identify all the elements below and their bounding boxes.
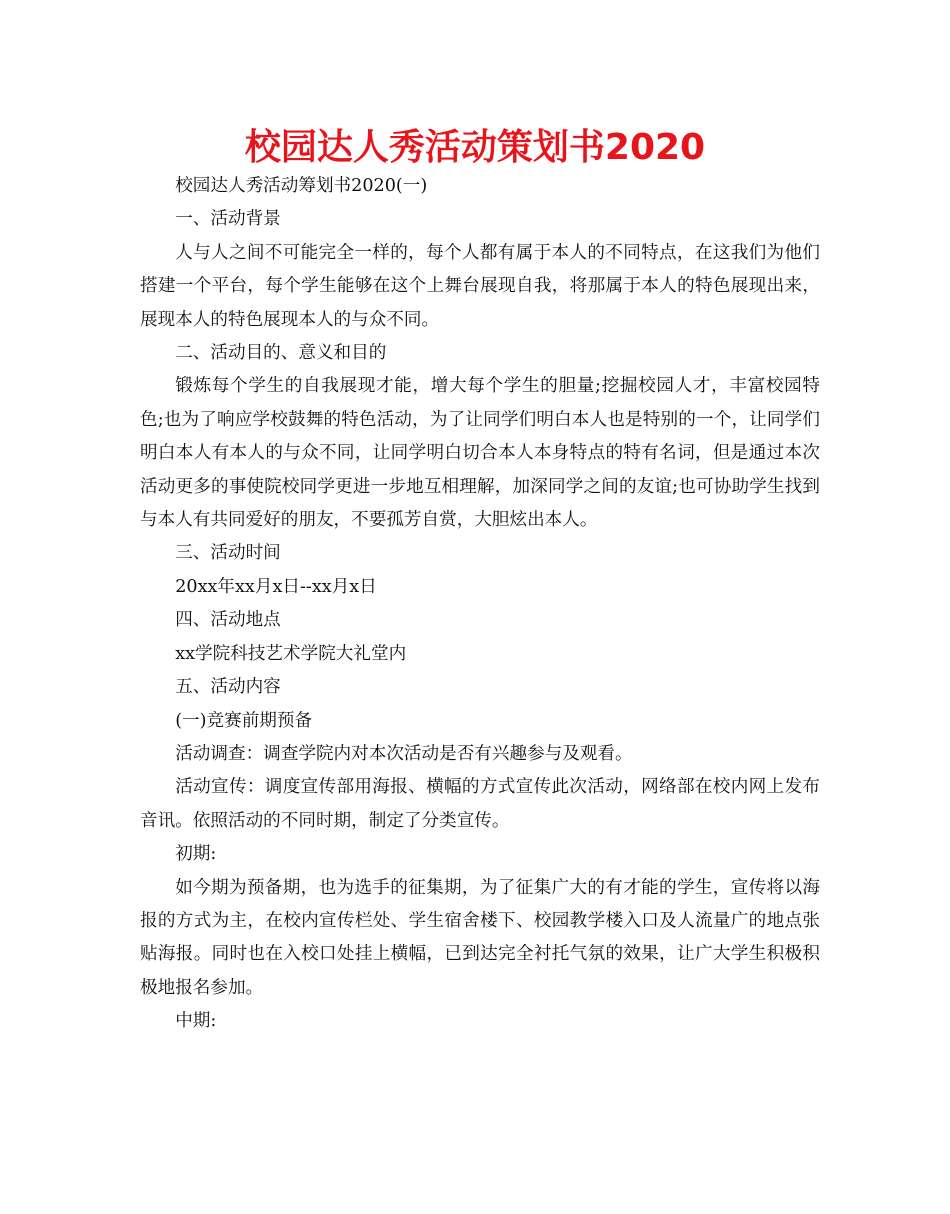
subheading-preparation: (一)竞赛前期预备 (175, 710, 313, 731)
heading-content: 五、活动内容 (175, 677, 281, 698)
paragraph-location: xx学院科技艺术学院大礼堂内 (175, 643, 407, 664)
heading-purpose: 二、活动目的、意义和目的 (175, 343, 387, 364)
paragraph-survey: 活动调查：调查学院内对本次活动是否有兴趣参与及观看。 (175, 743, 633, 764)
document-body (140, 170, 820, 1039)
heading-time: 三、活动时间 (175, 543, 281, 564)
heading-location: 四、活动地点 (175, 610, 281, 631)
document-title: 校园达人秀活动策划书2020 (244, 127, 706, 168)
paragraph-time: 20xx年xx月x日--xx月x日 (175, 576, 377, 597)
label-mid-stage: 中期: (175, 1011, 217, 1032)
paragraph-subtitle: 校园达人秀活动筹划书2020(一) (175, 176, 428, 196)
paragraph-publicity: 活动宣传：调度宣传部用海报、横幅的方式宣传此次活动，网络部在校内网上发布音讯。依照活动的不同时期，制定了分类宣传。 (140, 777, 820, 831)
paragraph-purpose: 锻炼每个学生的自我展现才能，增大每个学生的胆量;挖掘校园人才，丰富校园特色;也为了响应学校鼓舞的特色活动，为了让同学们明白本人也是特别的一个，让同学们明白本人有本人的与众不同，让同学明白切合本人本身特点的特有名词，但是通过本次活动更多的事使院校同学更进一步地互相理解，加深同学之间的友谊;也可协助学生找到与本人有共同爱好的朋友，不要孤芳自赏，大胆炫出本人。 (140, 376, 820, 531)
paragraph-background: 人与人之间不可能完全一样的，每个人都有属于本人的不同特点，在这我们为他们搭建一个平台，每个学生能够在这个上舞台展现自我，将那属于本人的特色展现出来，展现本人的特色展现本人的与众不同。 (140, 242, 820, 330)
heading-background: 一、活动背景 (175, 209, 281, 230)
label-early-stage: 初期: (175, 844, 217, 865)
paragraph-early-stage: 如今期为预备期，也为选手的征集期，为了征集广大的有才能的学生，宣传将以海报的方式为主，在校内宣传栏处、学生宿舍楼下、校园教学楼入口及人流量广的地点张贴海报。同时也在入校口处挂上横幅，已到达完全衬托气氛的效果，让广大学生积极积极地报名参加。 (140, 877, 820, 998)
